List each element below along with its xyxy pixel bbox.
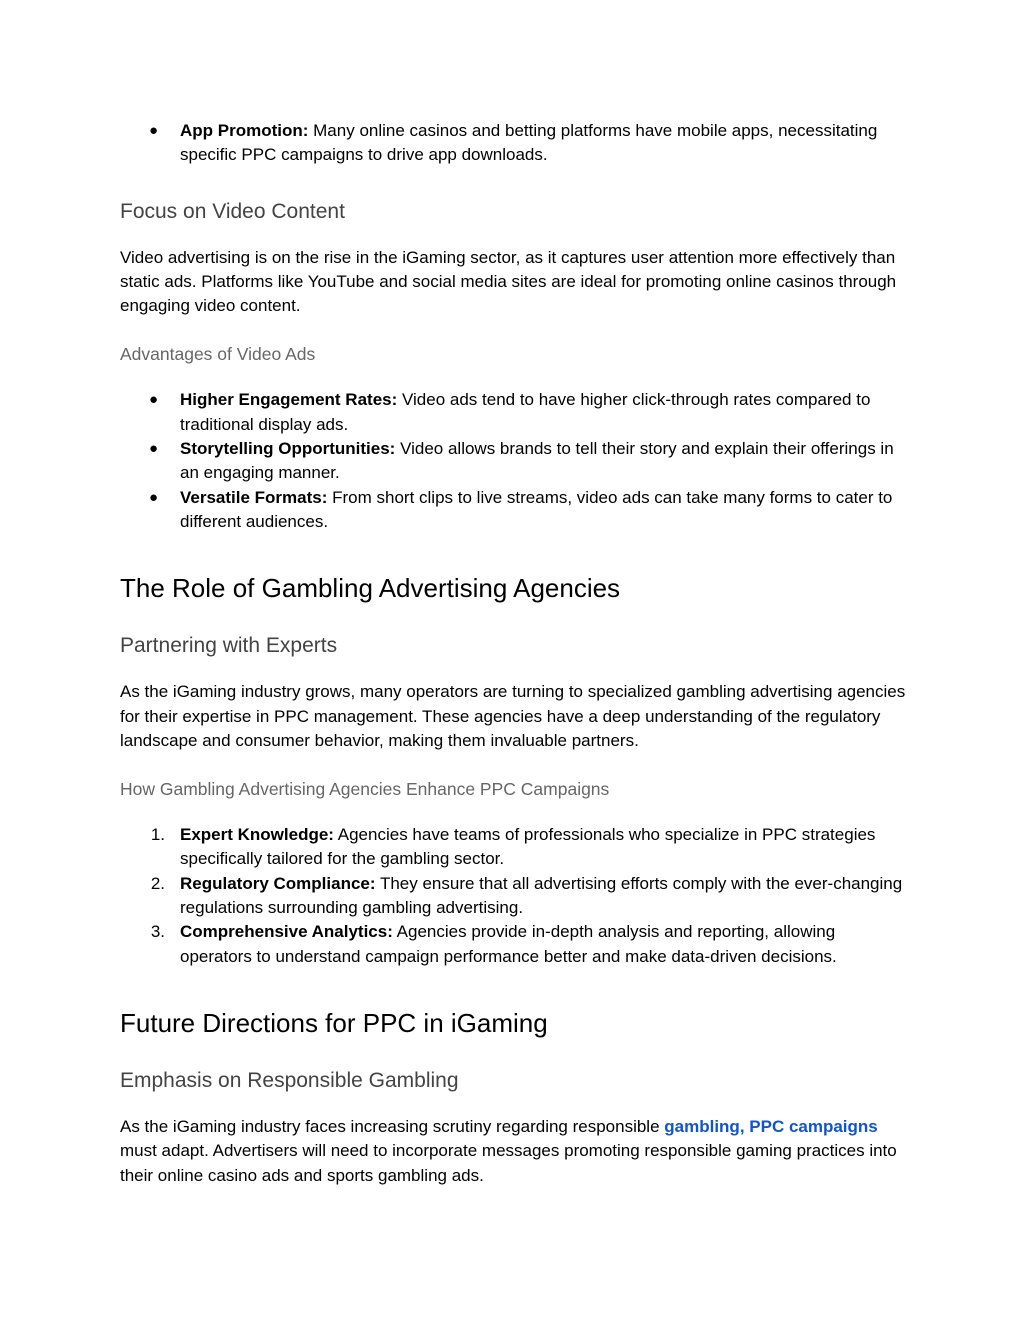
list-item-text: Many online casinos and betting platforms have mobile apps, necessitating specific PPC campaigns to drive app downloads.	[180, 121, 878, 165]
bullet-icon: ●	[149, 391, 159, 409]
list-item-label: Expert Knowledge:	[180, 825, 334, 845]
list-item	[120, 872, 910, 921]
heading-responsible: Emphasis on Responsible Gambling	[120, 1068, 459, 1092]
list-item	[120, 486, 910, 535]
list-item-label: Storytelling Opportunities:	[180, 439, 396, 459]
list-item-text: Agencies provide in-depth analysis and reporting, allowing operators to understand campaign performance better and make data-driven decisions.	[180, 922, 837, 966]
list-item	[120, 388, 910, 437]
bullet-icon: ●	[149, 488, 159, 506]
enhance-list	[120, 823, 910, 969]
list-item-text: They ensure that all advertising efforts comply with the ever-changing regulations surrounding gambling advertising.	[180, 873, 903, 918]
gambling-ppc-link[interactable]: gambling, PPC campaigns	[664, 1116, 878, 1136]
top-bullet-list	[120, 119, 910, 168]
list-item	[120, 920, 910, 969]
bullet-icon: ●	[149, 122, 159, 139]
paragraph-text-before: As the iGaming industry faces increasing scrutiny regarding responsible	[120, 1116, 665, 1136]
paragraph-agencies: As the iGaming industry grows, many operators are turning to specialized gambling advertising agencies for their expertise in PPC management. These agencies have a deep understanding of the regulatory landscape and consumer behavior, making them invaluable partners.	[120, 682, 906, 750]
list-item-label: Comprehensive Analytics:	[180, 922, 393, 942]
advantages-list	[120, 388, 910, 534]
list-item-text: From short clips to live streams, video ads can take many forms to cater to different audiences.	[180, 487, 893, 531]
bullet-icon: ●	[149, 440, 159, 458]
list-item-label: App Promotion:	[180, 121, 309, 140]
title-agencies: The Role of Gambling Advertising Agencies	[120, 573, 621, 604]
heading-video-content: Focus on Video Content	[120, 199, 345, 223]
title-future: Future Directions for PPC in iGaming	[120, 1007, 548, 1038]
paragraph-future	[120, 1115, 910, 1188]
list-number: 1.	[150, 825, 165, 845]
list-item-label: Higher Engagement Rates:	[180, 390, 398, 410]
list-number: 2.	[150, 873, 165, 893]
list-item-text: Agencies have teams of professionals who specialize in PPC strategies specifically tailored for the gambling sector.	[180, 825, 876, 869]
paragraph-video: Video advertising is on the rise in the iGaming sector, as it captures user attention more effectively than static ads. Platforms like YouTube and social media sites are ideal for promoting online casinos through engaging video content.	[120, 247, 897, 316]
paragraph-text-after: must adapt. Advertisers will need to incorporate messages promoting responsible gaming practices into their online casino ads and sports gambling ads.	[120, 1141, 897, 1185]
list-item-label: Regulatory Compliance:	[180, 873, 376, 893]
list-item	[120, 119, 910, 168]
heading-partnering: Partnering with Experts	[120, 634, 338, 658]
list-item	[120, 437, 910, 486]
page-content	[120, 119, 910, 1188]
list-item-label: Versatile Formats:	[180, 487, 328, 507]
list-number: 3.	[150, 922, 165, 942]
heading-enhance: How Gambling Advertising Agencies Enhance PPC Campaigns	[120, 779, 610, 800]
list-item-text: Video allows brands to tell their story and explain their offerings in an engaging manner.	[180, 439, 894, 483]
list-item	[120, 823, 910, 872]
heading-advantages: Advantages of Video Ads	[120, 344, 316, 365]
list-item-text: Video ads tend to have higher click-through rates compared to traditional display ads.	[180, 390, 871, 434]
